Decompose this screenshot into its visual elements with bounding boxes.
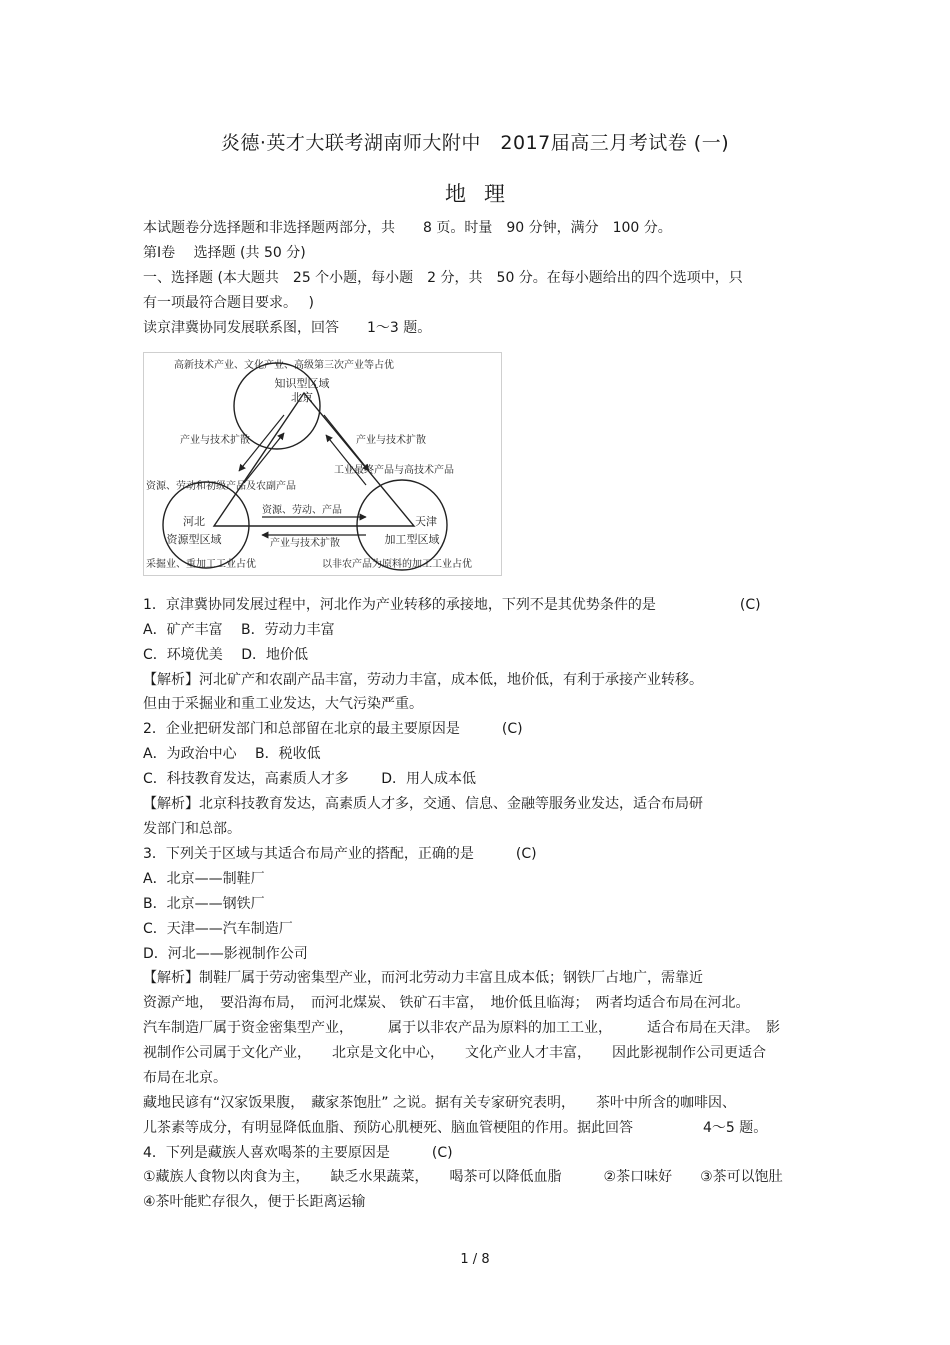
question-3-analysis: 汽车制造厂属于资金密集型产业， 属于以非农产品为原料的加工工业， 适合布局在天津。 影 — [143, 1020, 780, 1036]
exam-title: 炎德·英才大联考湖南师大附中 2017届高三月考试卷 (一) — [220, 132, 730, 154]
hebei-label-2: 资源型区域 — [166, 533, 222, 546]
question-3-option: B．北京——钢铁厂 — [143, 896, 265, 912]
tianjin-note: 以非农产品为原料的加工工业占优 — [322, 559, 472, 570]
question-3-option: C．天津——汽车制造厂 — [143, 921, 293, 937]
bottom-low-label: 产业与技术扩散 — [270, 538, 340, 549]
question-2: 2．企业把研发部门和总部留在北京的最主要原因是 (C) — [143, 721, 523, 737]
question-1-analysis: 【解析】河北矿产和农副产品丰富，劳动力丰富，成本低，地价低，有利于承接产业转移。 — [143, 672, 703, 688]
right-arrow-label: 产业与技术扩散 — [356, 435, 426, 446]
question-4-choices: ①藏族人食物以肉食为主， 缺乏水果蔬菜， 喝茶可以降低血脂 ②茶口味好 ③茶可以饱肚 — [143, 1169, 783, 1185]
question-2-options: C．科技教育发达，高素质人才多 D．用人成本低 — [143, 771, 477, 787]
right-flow-label: 工业最终产品与高技术产品 — [334, 465, 454, 476]
hebei-circle — [163, 482, 249, 568]
question-2-analysis: 发部门和总部。 — [143, 821, 241, 837]
question-3-analysis: 布局在北京。 — [143, 1070, 227, 1086]
coordination-diagram — [143, 352, 502, 576]
question-3-option: D．河北——影视制作公司 — [143, 946, 308, 962]
question-1-analysis: 但由于采掘业和重工业发达，大气污染严重。 — [143, 696, 423, 712]
hebei-label-1: 河北 — [183, 515, 205, 528]
hebei-note: 采掘业、重加工工业占优 — [146, 559, 256, 570]
page-number: 1 / 8 — [460, 1252, 490, 1267]
instruction-line: 本试题卷分选择题和非选择题两部分，共 8 页。时量 90 分钟，满分 100 分。 — [143, 220, 672, 236]
passage-text: 藏地民谚有“汉家饭果腹， 藏家茶饱肚” 之说。据有关专家研究表明， 茶叶中所含的咖啡因、 — [143, 1095, 736, 1111]
instruction-line: 有一项最符合题目要求。 ) — [143, 295, 314, 311]
passage-text: 儿茶素等成分，有明显降低血脂、预防心肌梗死、脑血管梗阻的作用。据此回答 4～5 题。 — [143, 1120, 768, 1136]
question-3-analysis: 【解析】制鞋厂属于劳动密集型产业，而河北劳动力丰富且成本低；钢铁厂占地广，需靠近 — [143, 970, 703, 986]
left-flow-label: 资源、劳动和初级产品及农副产品 — [146, 481, 296, 492]
question-3-analysis: 资源产地， 要沿海布局， 而河北煤炭、 铁矿石丰富， 地价低且临海； 两者均适合布局在河北。 — [143, 995, 750, 1011]
question-4-choices: ④茶叶能贮存很久，便于长距离运输 — [143, 1194, 366, 1210]
tianjin-label-2: 加工型区域 — [384, 533, 440, 546]
question-3-analysis: 视制作公司属于文化产业， 北京是文化中心， 文化产业人才丰富， 因此影视制作公司更适合 — [143, 1045, 766, 1061]
left-arrow-label: 产业与技术扩散 — [180, 435, 250, 446]
question-1: 1．京津冀协同发展过程中，河北作为产业转移的承接地，下列不是其优势条件的是 (C) — [143, 597, 761, 613]
section-heading: 第Ⅰ卷 选择题 (共 50 分) — [143, 245, 306, 261]
question-2-analysis: 【解析】北京科技教育发达，高素质人才多，交通、信息、金融等服务业发达，适合布局研 — [143, 796, 703, 812]
tianjin-label-1: 天津 — [415, 515, 437, 528]
question-4: 4．下列是藏族人喜欢喝茶的主要原因是 (C) — [143, 1145, 453, 1161]
top-note: 高新技术产业、文化产业、高级第三次产业等占优 — [174, 360, 394, 371]
figure-intro: 读京津冀协同发展联系图，回答 1～3 题。 — [143, 320, 432, 336]
question-3: 3．下列关于区域与其适合布局产业的搭配，正确的是 (C) — [143, 846, 537, 862]
subject-heading: 地理 — [445, 182, 523, 206]
question-2-options: A．为政治中心 B．税收低 — [143, 746, 321, 762]
beijing-label-1: 知识型区域 — [274, 377, 330, 390]
instruction-line: 一、选择题 (本大题共 25 个小题，每小题 2 分，共 50 分。在每小题给出的四个选项中，只 — [143, 270, 743, 286]
bottom-top-label: 资源、劳动、产品 — [262, 505, 342, 516]
beijing-label-2: 北京 — [291, 391, 313, 404]
question-1-options: C．环境优美 D．地价低 — [143, 647, 309, 663]
question-1-options: A．矿产丰富 B．劳动力丰富 — [143, 622, 335, 638]
question-3-option: A．北京——制鞋厂 — [143, 871, 265, 887]
